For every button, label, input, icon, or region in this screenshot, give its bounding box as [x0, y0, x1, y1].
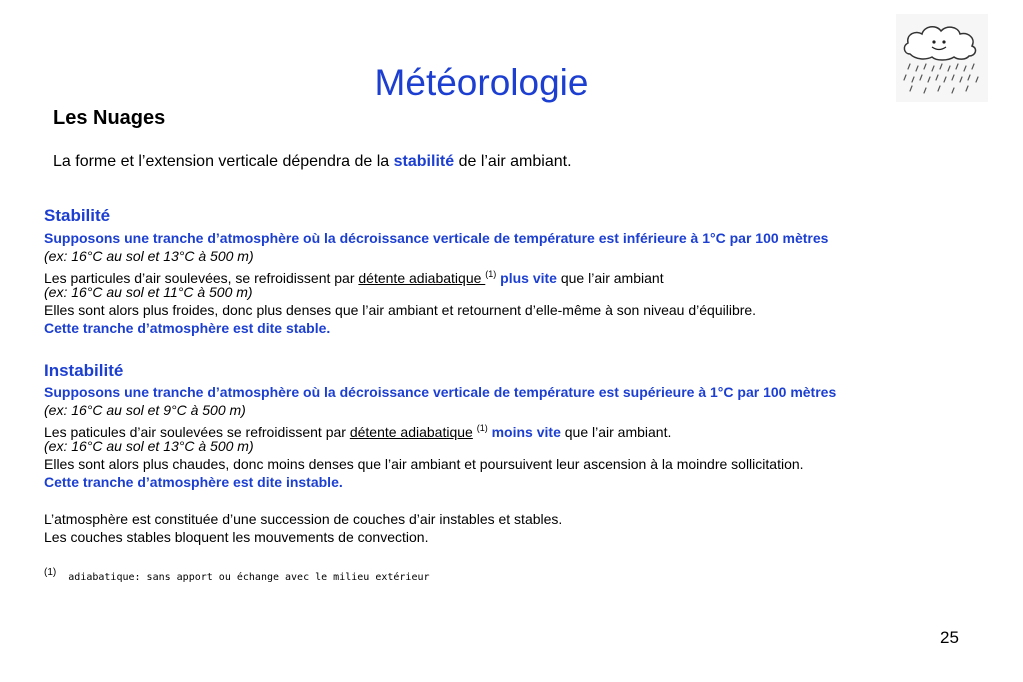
stabilite-heading: Stabilité: [44, 206, 111, 225]
intro-highlight: stabilité: [393, 153, 455, 170]
stabilite-example-2: (ex: 16°C au sol et 11°C à 500 m): [44, 284, 253, 300]
section-subtitle: Les Nuages: [53, 107, 166, 129]
intro-before: La forme et l’extension verticale dépendra de la: [53, 153, 394, 170]
stabilite-footnote-ref: (1): [485, 269, 497, 279]
page-number: 25: [940, 628, 959, 647]
stabilite-particles-highlight: plus vite: [500, 270, 557, 286]
instabilite-heading: Instabilité: [44, 361, 124, 380]
instabilite-particles-highlight: moins vite: [491, 424, 561, 440]
instabilite-adiabatic-term: détente adiabatique: [349, 424, 473, 440]
stabilite-suppose: Supposons une tranche d’atmosphère où la décroissance verticale de température est inférieure à 1°C par 100 mètres: [44, 230, 829, 246]
intro-after: de l’air ambiant.: [454, 153, 572, 170]
summary-line-1: L’atmosphère est constituée d’une succession de couches d’air instables et stables.: [44, 511, 563, 527]
instabilite-conclusion: Cette tranche d’atmosphère est dite instable.: [44, 474, 343, 490]
footnote-text: adiabatique: sans apport ou échange avec le milieu extérieur: [68, 572, 430, 583]
instabilite-particles-before: Les paticules d’air soulevées se refroidissent par: [44, 424, 350, 440]
stabilite-particles-before: Les particules d’air soulevées, se refroidissent par: [44, 270, 359, 286]
instabilite-suppose: Supposons une tranche d’atmosphère où la décroissance verticale de température est supérieure à 1°C par 100 mètres: [44, 384, 837, 400]
stabilite-conclusion: Cette tranche d’atmosphère est dite stable.: [44, 320, 331, 336]
instabilite-particles-after: que l’air ambiant.: [560, 424, 672, 440]
stabilite-adiabatic-term: détente adiabatique: [358, 270, 486, 286]
footnote-mark: (1): [44, 567, 57, 578]
instabilite-footnote-ref: (1): [476, 423, 488, 433]
page-title: Météorologie: [374, 62, 589, 103]
stabilite-example-1: (ex: 16°C au sol et 13°C à 500 m): [44, 248, 254, 264]
intro-text: [53, 153, 572, 171]
footnote: [44, 567, 430, 583]
stabilite-particles-after: que l’air ambiant: [556, 270, 664, 286]
summary-line-2: Les couches stables bloquent les mouvements de convection.: [44, 529, 429, 545]
instabilite-example-2: (ex: 16°C au sol et 13°C à 500 m): [44, 438, 254, 454]
instabilite-consequence: Elles sont alors plus chaudes, donc moins denses que l’air ambiant et poursuivent leur ascension à la moindre sollicitation.: [44, 456, 804, 472]
instabilite-example-1: (ex: 16°C au sol et 9°C à 500 m): [44, 402, 246, 418]
stabilite-consequence: Elles sont alors plus froides, donc plus denses que l’air ambiant et retournent d’elle-même à son niveau d’équilibre.: [44, 302, 757, 318]
